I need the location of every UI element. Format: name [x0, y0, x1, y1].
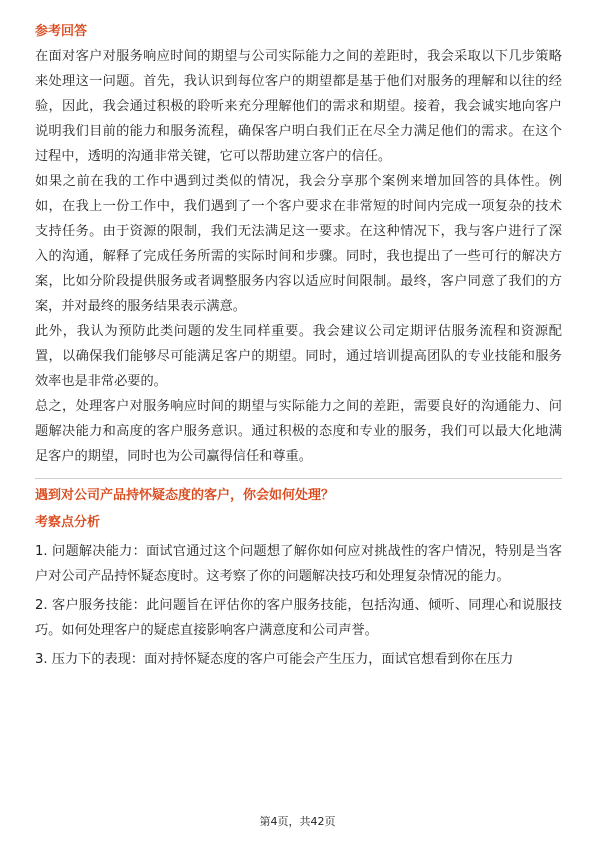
answer-paragraph-2: 如果之前在我的工作中遇到过类似的情况，我会分享那个案例来增加回答的具体性。例如，在我上一份工作中，我们遇到了一个客户要求在非常短的时间内完成一项复杂的技术支持任务。由于资源的限制，我们无法满足这一要求。在这种情况下，我与客户进行了深入的沟通，解释了完成任务所需的实际时间和步骤。同时，我也提出了一些可行的解决方案，比如分阶段提供服务或者调整服务内容以适应时间限制。最终，客户同意了我们的方案，并对最终的服务结果表示满意。	[35, 174, 562, 314]
section-divider	[35, 478, 562, 479]
answer-paragraph-4: 总之，处理客户对服务响应时间的期望与实际能力之间的差距，需要良好的沟通能力、问题解决能力和高度的客户服务意识。通过积极的态度和专业的服务，我们可以最大化地满足客户的期望，同时也为公司赢得信任和尊重。	[35, 399, 562, 464]
answer-heading: 参考回答	[35, 24, 88, 39]
analysis-item-2: 2. 客户服务技能：此问题旨在评估你的客户服务技能，包括沟通、倾听、同理心和说服技巧。如何处理客户的疑虑直接影响客户满意度和公司声誉。	[35, 598, 562, 638]
page-footer: 第4页，共42页	[259, 815, 336, 828]
page-content	[35, 22, 562, 676]
answer-paragraph-1: 在面对客户对服务响应时间的期望与公司实际能力之间的差距时，我会采取以下几步策略来处理这一问题。首先，我认识到每位客户的期望都是基于他们对服务的理解和以往的经验，因此，我会通过积极的聆听来充分理解他们的需求和期望。接着，我会诚实地向客户说明我们目前的能力和服务流程，确保客户明白我们正在尽全力满足他们的需求。在这个过程中，透明的沟通非常关键，它可以帮助建立客户的信任。	[35, 49, 562, 164]
analysis-heading: 考察点分析	[35, 515, 101, 530]
answer-paragraph-3: 此外，我认为预防此类问题的发生同样重要。我会建议公司定期评估服务流程和资源配置，以确保我们能够尽可能满足客户的期望。同时，通过培训提高团队的专业技能和服务效率也是非常必要的。	[35, 324, 562, 389]
analysis-item-3: 3. 压力下的表现：面对持怀疑态度的客户可能会产生压力，面试官想看到你在压力	[35, 652, 514, 667]
question-title: 遇到对公司产品持怀疑态度的客户，你会如何处理？	[35, 488, 335, 503]
analysis-item-1: 1. 问题解决能力：面试官通过这个问题想了解你如何应对挑战性的客户情况，特别是当客户对公司产品持怀疑态度时。这考察了你的问题解决技巧和处理复杂情况的能力。	[35, 544, 562, 584]
